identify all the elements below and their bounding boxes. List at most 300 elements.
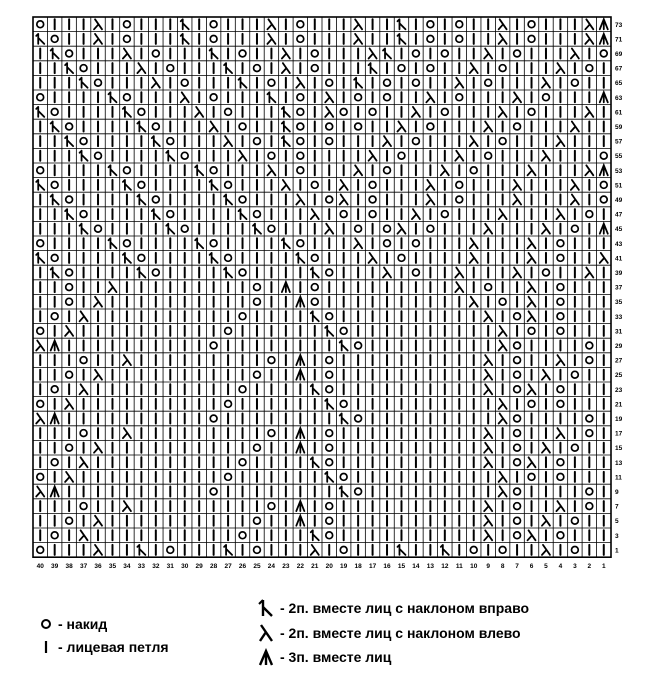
yarn-over-mark (571, 547, 578, 554)
k2tog-left-mark (499, 399, 507, 409)
yarn-over-mark (441, 211, 448, 218)
yarn-over-mark (210, 21, 217, 28)
yarn-over-mark (470, 167, 477, 174)
k2tog-left-mark (528, 311, 536, 321)
k2tog-left-mark (325, 224, 333, 234)
k2tog-right-mark (80, 78, 88, 88)
k2tog-left-mark (239, 151, 247, 161)
yarn-over-mark (210, 488, 217, 495)
yarn-over-mark (514, 313, 521, 320)
legend-item-yarn-over (40, 616, 107, 632)
yarn-over-mark (80, 65, 87, 72)
k2tog-left-mark (470, 136, 478, 146)
k2tog-right-mark (166, 151, 174, 161)
column-label: 17 (368, 563, 377, 571)
k3tog-mark (600, 92, 608, 102)
legend-item-k2tog-right (258, 599, 529, 617)
column-label: 15 (397, 563, 406, 571)
row-label: 71 (615, 36, 623, 44)
k2tog-right-mark (123, 253, 131, 263)
k2tog-left-mark (528, 282, 536, 292)
column-label: 38 (65, 563, 73, 571)
yarn-over-mark (181, 225, 188, 232)
column-label: 18 (354, 563, 362, 571)
yarn-over-mark (37, 328, 44, 335)
k2tog-right-mark (282, 122, 290, 132)
k2tog-left-mark (354, 34, 362, 44)
yarn-over-mark (66, 123, 73, 130)
yarn-over-mark (384, 225, 391, 232)
k2tog-left-mark (499, 209, 507, 219)
column-label: 12 (441, 563, 449, 571)
k2tog-right-mark (311, 530, 319, 540)
k2tog-left-mark (455, 282, 463, 292)
yarn-over-mark (66, 517, 73, 524)
column-label: 25 (253, 563, 261, 571)
k3tog-mark (51, 487, 59, 497)
yarn-over-mark (80, 211, 87, 218)
k2tog-right-mark (239, 78, 247, 88)
yarn-over-mark (167, 138, 174, 145)
k2tog-left-mark (340, 180, 348, 190)
k2tog-left-mark (484, 501, 492, 511)
k2tog-left-mark (499, 341, 507, 351)
k2tog-left-mark (542, 443, 550, 453)
row-label: 5 (615, 518, 619, 526)
yarn-over-mark (268, 225, 275, 232)
k2tog-right-mark (181, 34, 189, 44)
yarn-over-mark (268, 503, 275, 510)
yarn-over-mark (340, 211, 347, 218)
yarn-over-mark (210, 94, 217, 101)
row-label: 51 (615, 182, 623, 190)
k2tog-left-mark (94, 297, 102, 307)
k2tog-right-mark (224, 195, 232, 205)
yarn-over-mark (514, 503, 521, 510)
yarn-over-mark (557, 240, 564, 247)
k2tog-left-mark (94, 19, 102, 29)
row-label: 19 (615, 416, 623, 423)
column-label: 8 (500, 563, 505, 571)
k2tog-left-mark (542, 78, 550, 88)
row-label: 9 (615, 489, 619, 496)
yarn-over-mark (51, 459, 58, 466)
yarn-over-mark (557, 298, 564, 305)
k2tog-left-mark (585, 34, 593, 44)
yarn-over-mark (124, 94, 131, 101)
k2tog-left-mark (397, 224, 405, 234)
k2tog-right-mark (296, 253, 304, 263)
k2tog-right-mark (239, 209, 247, 219)
k2tog-left-mark (484, 516, 492, 526)
yarn-over-mark (66, 284, 73, 291)
k2tog-left-mark (470, 297, 478, 307)
yarn-over-mark (441, 50, 448, 57)
yarn-over-mark (340, 109, 347, 116)
yarn-over-mark (456, 182, 463, 189)
yarn-over-mark (138, 255, 145, 262)
column-label: 7 (515, 563, 519, 571)
yarn-over-mark (239, 50, 246, 57)
column-label: 40 (36, 563, 44, 571)
yarn-over-mark (326, 79, 333, 86)
k2tog-right-mark (311, 457, 319, 467)
row-label: 21 (615, 401, 623, 409)
k2tog-left-mark (571, 180, 579, 190)
k2tog-left-mark (383, 136, 391, 146)
k2tog-left-mark (267, 34, 275, 44)
k2tog-right-mark (340, 341, 348, 351)
yarn-over-mark (37, 167, 44, 174)
yarn-over-mark (427, 65, 434, 72)
k2tog-right-mark (166, 224, 174, 234)
legend-label-k3tog: - 3п. вместе лиц (280, 649, 392, 665)
yarn-over-mark (384, 94, 391, 101)
yarn-over-mark (326, 459, 333, 466)
yarn-over-mark (254, 284, 261, 291)
k2tog-left-mark (94, 443, 102, 453)
k2tog-left-mark (267, 19, 275, 29)
k2tog-left-mark (484, 384, 492, 394)
column-labels (37, 563, 606, 570)
k2tog-left-mark (282, 63, 290, 73)
yarn-over-mark (384, 79, 391, 86)
k2tog-right-mark (210, 49, 218, 59)
k2tog-left-mark (354, 238, 362, 248)
column-label: 3 (573, 563, 577, 571)
k2tog-right-icon (258, 599, 274, 617)
k3tog-mark (600, 34, 608, 44)
yarn-over-mark (326, 313, 333, 320)
k2tog-left-mark (65, 472, 73, 482)
k2tog-left-mark (123, 501, 131, 511)
yarn-over-mark (181, 152, 188, 159)
k2tog-left-mark (499, 414, 507, 424)
k2tog-right-mark (80, 224, 88, 234)
row-label: 1 (615, 547, 619, 555)
yarn-over-mark (297, 109, 304, 116)
yarn-over-mark (369, 196, 376, 203)
k2tog-left-mark (484, 530, 492, 540)
k2tog-left-mark (499, 326, 507, 336)
k2tog-right-mark (65, 136, 73, 146)
k2tog-left-mark (528, 253, 536, 263)
yarn-over-mark (239, 196, 246, 203)
row-label: 39 (615, 270, 623, 277)
yarn-over-mark (528, 474, 535, 481)
k2tog-left-mark (556, 355, 564, 365)
column-label: 39 (51, 563, 59, 571)
yarn-over-mark (210, 167, 217, 174)
k2tog-left-mark (499, 107, 507, 117)
legend-item-knit (40, 639, 169, 655)
k2tog-left-mark (556, 136, 564, 146)
yarn-over-mark (326, 532, 333, 539)
k2tog-right-mark (137, 268, 145, 278)
column-label: 28 (210, 563, 218, 571)
yarn-over-mark (413, 79, 420, 86)
yarn-over-mark (600, 182, 607, 189)
row-label: 47 (615, 211, 623, 219)
k2tog-left-mark (513, 180, 521, 190)
yarn-over-mark (528, 109, 535, 116)
yarn-over-mark (311, 182, 318, 189)
k2tog-right-mark (210, 180, 218, 190)
yarn-over-mark (326, 371, 333, 378)
k2tog-left-mark (426, 195, 434, 205)
column-label: 16 (383, 563, 391, 571)
k2tog-left-mark (484, 311, 492, 321)
k2tog-right-mark (65, 63, 73, 73)
yarn-over-mark (369, 182, 376, 189)
yarn-over-mark (355, 123, 362, 130)
k2tog-left-mark (556, 501, 564, 511)
yarn-over-mark (485, 152, 492, 159)
yarn-over-mark (557, 474, 564, 481)
row-label: 23 (615, 386, 623, 394)
yarn-over-mark (37, 474, 44, 481)
yarn-over-mark (210, 415, 217, 422)
k2tog-right-mark (36, 34, 44, 44)
yarn-over-mark (514, 415, 521, 422)
k2tog-left-mark (369, 253, 377, 263)
yarn-over-mark (586, 503, 593, 510)
yarn-over-mark (499, 547, 506, 554)
k2tog-left-mark (224, 136, 232, 146)
row-label: 35 (615, 299, 623, 307)
yarn-over-mark (413, 138, 420, 145)
column-label: 5 (544, 563, 548, 571)
k2tog-left-mark (542, 151, 550, 161)
yarn-over-mark (528, 328, 535, 335)
column-label: 22 (296, 563, 304, 571)
k2tog-left-mark (484, 224, 492, 234)
yarn-over-mark (51, 36, 58, 43)
k2tog-left-mark (513, 195, 521, 205)
yarn-over-mark (557, 284, 564, 291)
yarn-over-mark (340, 401, 347, 408)
yarn-over-mark (239, 532, 246, 539)
k2tog-left-mark (383, 268, 391, 278)
yarn-over-mark (413, 240, 420, 247)
k2tog-left-mark (528, 384, 536, 394)
k2tog-right-mark (108, 92, 116, 102)
k2tog-right-mark (369, 63, 377, 73)
k2tog-right-mark (311, 311, 319, 321)
k3tog-icon (258, 648, 274, 666)
k2tog-left-mark (80, 457, 88, 467)
k2tog-left-mark (484, 443, 492, 453)
yarn-over-mark (297, 138, 304, 145)
k2tog-left-mark (556, 209, 564, 219)
yarn-over-mark (514, 488, 521, 495)
row-label: 49 (615, 197, 623, 204)
row-label: 61 (615, 109, 623, 117)
yarn-over-mark (80, 357, 87, 364)
yarn-over-mark (427, 123, 434, 130)
yarn-over-mark (571, 371, 578, 378)
yarn-over-mark (37, 94, 44, 101)
k2tog-left-mark (282, 49, 290, 59)
k2tog-left-mark (484, 457, 492, 467)
k2tog-left-mark (542, 224, 550, 234)
row-labels (615, 22, 623, 555)
yarn-over-mark (138, 182, 145, 189)
k2tog-left-mark (484, 428, 492, 438)
k2tog-left-mark (123, 428, 131, 438)
k2tog-right-mark (311, 384, 319, 394)
k2tog-right-mark (65, 209, 73, 219)
yarn-over-mark (51, 532, 58, 539)
yarn-over-mark (571, 79, 578, 86)
k2tog-left-mark (36, 341, 44, 351)
k2tog-right-mark (108, 238, 116, 248)
yarn-over-mark (499, 65, 506, 72)
k3tog-mark (296, 516, 304, 526)
row-label: 65 (615, 80, 623, 88)
yarn-over-mark (600, 50, 607, 57)
k2tog-left-mark (325, 92, 333, 102)
k2tog-left-mark (455, 78, 463, 88)
k2tog-right-mark (51, 268, 59, 278)
k2tog-right-mark (325, 472, 333, 482)
yarn-over-mark (514, 371, 521, 378)
yarn-over-mark (369, 109, 376, 116)
row-label: 53 (615, 167, 623, 175)
yarn-over-mark (239, 459, 246, 466)
yarn-over-mark (456, 94, 463, 101)
k2tog-left-mark (108, 282, 116, 292)
yarn-over-mark (528, 21, 535, 28)
legend-item-k3tog (258, 648, 391, 666)
k2tog-right-mark (397, 545, 405, 555)
k2tog-right-mark (325, 326, 333, 336)
k2tog-right-mark (397, 19, 405, 29)
k2tog-right-mark (282, 238, 290, 248)
k3tog-mark (296, 297, 304, 307)
yarn-over-mark (124, 21, 131, 28)
k3tog-mark (296, 443, 304, 453)
yarn-over-mark (340, 474, 347, 481)
k3tog-mark (600, 165, 608, 175)
yarn-over-mark (340, 547, 347, 554)
row-label: 45 (615, 226, 623, 234)
yarn-over-mark (210, 240, 217, 247)
k2tog-right-mark (123, 107, 131, 117)
k2tog-left-mark (571, 195, 579, 205)
yarn-over-mark (297, 240, 304, 247)
k2tog-left-mark (412, 209, 420, 219)
column-label: 11 (455, 563, 463, 571)
yarn-over-mark (586, 415, 593, 422)
yarn-over-mark (326, 357, 333, 364)
k2tog-right-mark (311, 268, 319, 278)
column-label: 37 (79, 563, 88, 571)
k2tog-right-mark (80, 151, 88, 161)
yarn-over-mark (456, 36, 463, 43)
k2tog-left-mark (426, 92, 434, 102)
row-label: 41 (615, 255, 623, 263)
yarn-over-mark (586, 342, 593, 349)
k2tog-left-mark (499, 19, 507, 29)
k2tog-left-mark (585, 107, 593, 117)
yarn-over-mark (51, 386, 58, 393)
yarn-over-mark (427, 225, 434, 232)
row-label: 67 (615, 65, 623, 73)
row-label: 25 (615, 372, 623, 380)
column-label: 20 (325, 563, 333, 571)
k2tog-right-mark (36, 253, 44, 263)
yarn-over-mark (557, 255, 564, 262)
k2tog-left-mark (528, 165, 536, 175)
yarn-over-mark (254, 211, 261, 218)
column-label: 21 (311, 563, 319, 571)
yarn-over-mark (514, 123, 521, 130)
yarn-over-mark (167, 547, 174, 554)
yarn-over-mark (152, 269, 159, 276)
yarn-over-mark (326, 138, 333, 145)
yarn-over-mark (95, 152, 102, 159)
yarn-over-mark (225, 109, 232, 116)
k2tog-left-mark (600, 253, 608, 263)
k2tog-left-mark (513, 92, 521, 102)
yarn-over-mark (66, 269, 73, 276)
k2tog-left-mark (80, 530, 88, 540)
k2tog-left-mark (94, 34, 102, 44)
yarn-over-mark (66, 444, 73, 451)
yarn-over-mark (571, 444, 578, 451)
k2tog-left-mark (354, 165, 362, 175)
k2tog-left-mark (528, 297, 536, 307)
yarn-over-mark (225, 474, 232, 481)
yarn-over-mark (557, 532, 564, 539)
yarn-over-mark (514, 444, 521, 451)
k2tog-right-mark (340, 487, 348, 497)
yarn-over-mark (254, 298, 261, 305)
column-label: 23 (282, 563, 290, 571)
yarn-over-mark (297, 21, 304, 28)
yarn-over-mark (225, 328, 232, 335)
column-label: 13 (426, 563, 434, 571)
yarn-over-mark (37, 401, 44, 408)
yarn-over-mark (326, 386, 333, 393)
yarn-over-mark (297, 36, 304, 43)
row-label: 33 (615, 313, 623, 321)
k2tog-left-mark (542, 370, 550, 380)
yarn-over-mark (413, 50, 420, 57)
yarn-over-mark (586, 430, 593, 437)
column-label: 31 (166, 563, 174, 571)
knit-stitch-icon (40, 640, 52, 654)
yarn-over-mark (239, 386, 246, 393)
k2tog-right-mark (137, 545, 145, 555)
yarn-over-mark (66, 50, 73, 57)
k2tog-right-mark (210, 253, 218, 263)
k2tog-left-mark (470, 238, 478, 248)
yarn-over-mark (514, 342, 521, 349)
k2tog-left-mark (94, 545, 102, 555)
yarn-over-mark (543, 94, 550, 101)
k2tog-right-mark (224, 545, 232, 555)
yarn-over-mark (124, 36, 131, 43)
column-label: 6 (529, 563, 534, 571)
k2tog-right-mark (224, 63, 232, 73)
k2tog-left-mark (369, 49, 377, 59)
k2tog-right-mark (36, 107, 44, 117)
k2tog-left-mark (340, 195, 348, 205)
row-label: 11 (615, 474, 622, 482)
k2tog-right-mark (441, 545, 449, 555)
